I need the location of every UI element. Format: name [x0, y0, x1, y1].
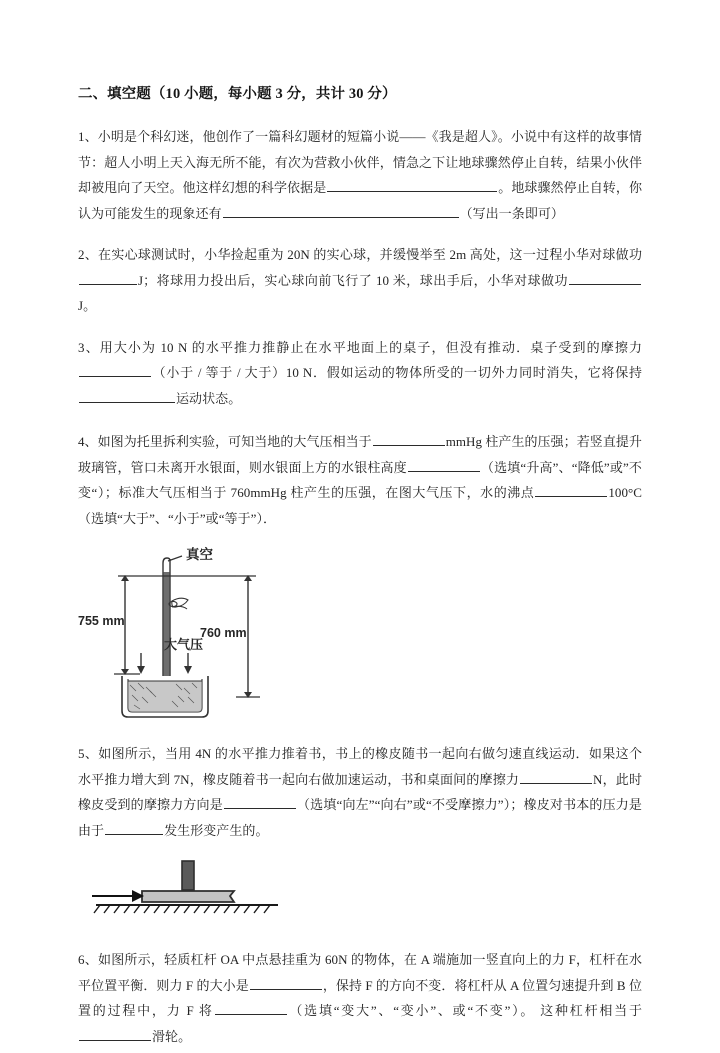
figure-label-atmospheric: 大气压: [164, 637, 204, 652]
question-1-blank-2[interactable]: [223, 203, 459, 218]
question-5-blank-2[interactable]: [224, 794, 296, 809]
question-5-text-b: N，此时橡皮受到的摩擦力方向是: [78, 771, 643, 812]
force-arrow: [92, 890, 144, 902]
question-5-blank-3[interactable]: [105, 820, 163, 835]
question-5-blank-1[interactable]: [520, 769, 592, 784]
question-2-text-c: J。: [78, 298, 97, 313]
question-4-blank-2[interactable]: [408, 457, 480, 472]
question-2-text-b: J；将球用力投出后，实心球向前飞行了 10 米，球出手后，小华对球做功: [138, 272, 568, 288]
question-2-number: 2、: [78, 247, 99, 262]
question-3-text-a: 用大小为 10 N 的水平推力推静止在水平地面上的桌子，但没有推动．桌子受到的摩擦力: [99, 339, 642, 355]
question-1-text-a: 小明是个科幻迷，他创作了一篇科幻题材的短篇小说——《我是超人》。小说中有这样的故事情节：超人小明上天入海无所不能，有次为营救小伙伴，情急之下让地球骤然停止自转，结果小伙伴却被甩向了天空。他这样幻想的科学依据是: [78, 129, 642, 195]
question-5-number: 5、: [78, 746, 99, 761]
page-content: [78, 84, 642, 1053]
question-2-blank-2[interactable]: [569, 270, 641, 285]
question-4-blank-3[interactable]: [535, 482, 607, 497]
question-4-text-a: 如图为托里拆利实验，可知当地的大气压相当于: [97, 434, 372, 449]
question-4: [78, 429, 642, 531]
eraser-shape: [182, 861, 194, 890]
question-4-blank-1[interactable]: [373, 431, 445, 446]
question-6-text-d: 滑轮。: [152, 1028, 192, 1044]
question-5-text-d: 发生形变产生的。: [164, 822, 269, 838]
question-3-blank-1[interactable]: [79, 362, 151, 377]
figure-label-left-height: 755 mm: [78, 614, 125, 628]
section-heading: 二、填空题（10 小题，每小题 3 分，共计 30 分）: [78, 86, 397, 102]
question-5-text-c: （选填“向左”“向右”或“不受摩擦力”）；橡皮对书本的压力是由于: [78, 797, 642, 838]
question-6-text-b: ，保持 F 的方向不变．将杠杆从 A 位置匀速提升到 B 位置的过程中，力 F 将: [78, 977, 643, 1018]
question-1-text-c: （写出一条即可）: [459, 205, 564, 221]
question-3-text-c: 运动状态。: [176, 390, 242, 406]
question-2-blank-1[interactable]: [79, 270, 137, 285]
figure-label-vacuum: 真空: [186, 547, 213, 562]
question-6: [78, 947, 642, 1049]
question-1-blank-1[interactable]: [327, 177, 497, 192]
figure-torricelli-experiment: [78, 545, 642, 725]
question-5-text-a: 如图所示，当用 4N 的水平推力推着书，书上的橡皮随书一起向右做匀速直线运动．如果这个水平推力增大到 7N，橡皮随着书一起向右做加速运动，书和桌面间的摩擦力: [78, 746, 642, 787]
question-4-text-c: （选填“升高”、“降低”或”不变“）；标准大气压相当于 760mmHg 柱产生的压强，在图大气压下，水的沸点: [78, 459, 642, 500]
table-hatching: [94, 905, 270, 913]
question-3-blank-2[interactable]: [79, 388, 175, 403]
question-6-text-c: （选填“变大”、“变小”、或“不变”）。 这种杠杆相当于: [287, 1003, 642, 1018]
question-1-number: 1、: [78, 129, 98, 144]
question-2-text-a: 在实心球测试时，小华捡起重为 20N 的实心球，并缓慢举至 2m 高处，这一过程小华对球做功: [98, 247, 642, 262]
question-4-text-d: 100°C（选填“大于”、“小于”或“等于”）．: [78, 485, 642, 526]
question-6-number: 6、: [78, 952, 98, 967]
question-4-text-b: mmHg 柱产生的压强；若竖直提升玻璃管，管口未离开水银面，则水银面上方的水银柱高度: [78, 434, 642, 475]
book-shape: [142, 891, 234, 902]
question-6-blank-3[interactable]: [79, 1026, 151, 1041]
question-1: [78, 124, 642, 226]
question-3-number: 3、: [78, 339, 100, 355]
question-3: [78, 335, 642, 412]
question-5: [78, 741, 642, 843]
question-2: [78, 242, 642, 319]
question-4-number: 4、: [78, 434, 98, 449]
question-6-blank-1[interactable]: [250, 975, 322, 990]
question-1-text-b: 。地球骤然停止自转，你认为可能发生的现象还有: [78, 180, 642, 221]
question-6-text-a: 如图所示，轻质杠杆 OA 中点悬挂重为 60N 的物体，在 A 端施加一竖直向上的力 F，杠杆在水平位置平衡．则力 F 的大小是: [78, 952, 642, 993]
question-3-text-b: （小于 / 等于 / 大于）10 N．假如运动的物体所受的一切外力同时消失，它将保持: [152, 365, 642, 380]
question-6-blank-2[interactable]: [215, 1000, 287, 1015]
figure-label-right-height: 760 mm: [200, 626, 247, 640]
figure-book-eraser: [78, 855, 642, 933]
